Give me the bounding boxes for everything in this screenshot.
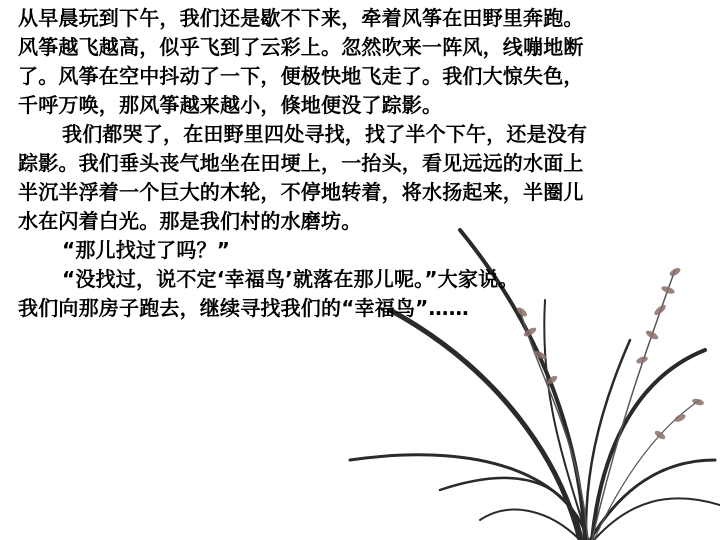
text-line-9: “那儿找过了吗？”	[62, 238, 231, 262]
text-line-3: 了。风筝在空中抖动了一下，便极快地飞走了。我们大惊失色，	[18, 64, 584, 88]
text-line-2: 风筝越飞越高，似乎飞到了云彩上。忽然吹来一阵风，线嘣地断	[18, 35, 584, 59]
text-line-7: 半沉半浮着一个巨大的木轮，不停地转着，将水扬起来，半圈儿	[18, 180, 584, 204]
text-line-4: 千呼万唤，那风筝越来越小，倏地便没了踪影。	[18, 93, 443, 117]
story-text	[18, 4, 718, 323]
text-line-11: 我们向那房子跑去，继续寻找我们的“幸福鸟”……	[18, 296, 469, 320]
text-line-6: 踪影。我们垂头丧气地坐在田埂上，一抬头，看见远远的水面上	[18, 151, 584, 175]
text-line-1: 从早晨玩到下午，我们还是歇不下来，牵着风筝在田野里奔跑。	[18, 6, 584, 30]
text-line-10: “没找过，说不定‘幸福鸟’就落在那儿呢。”大家说。	[62, 267, 519, 291]
text-line-5: 我们都哭了，在田野里四处寻找，找了半个下午，还是没有	[62, 122, 588, 146]
text-line-8: 水在闪着白光。那是我们村的水磨坊。	[18, 209, 362, 233]
